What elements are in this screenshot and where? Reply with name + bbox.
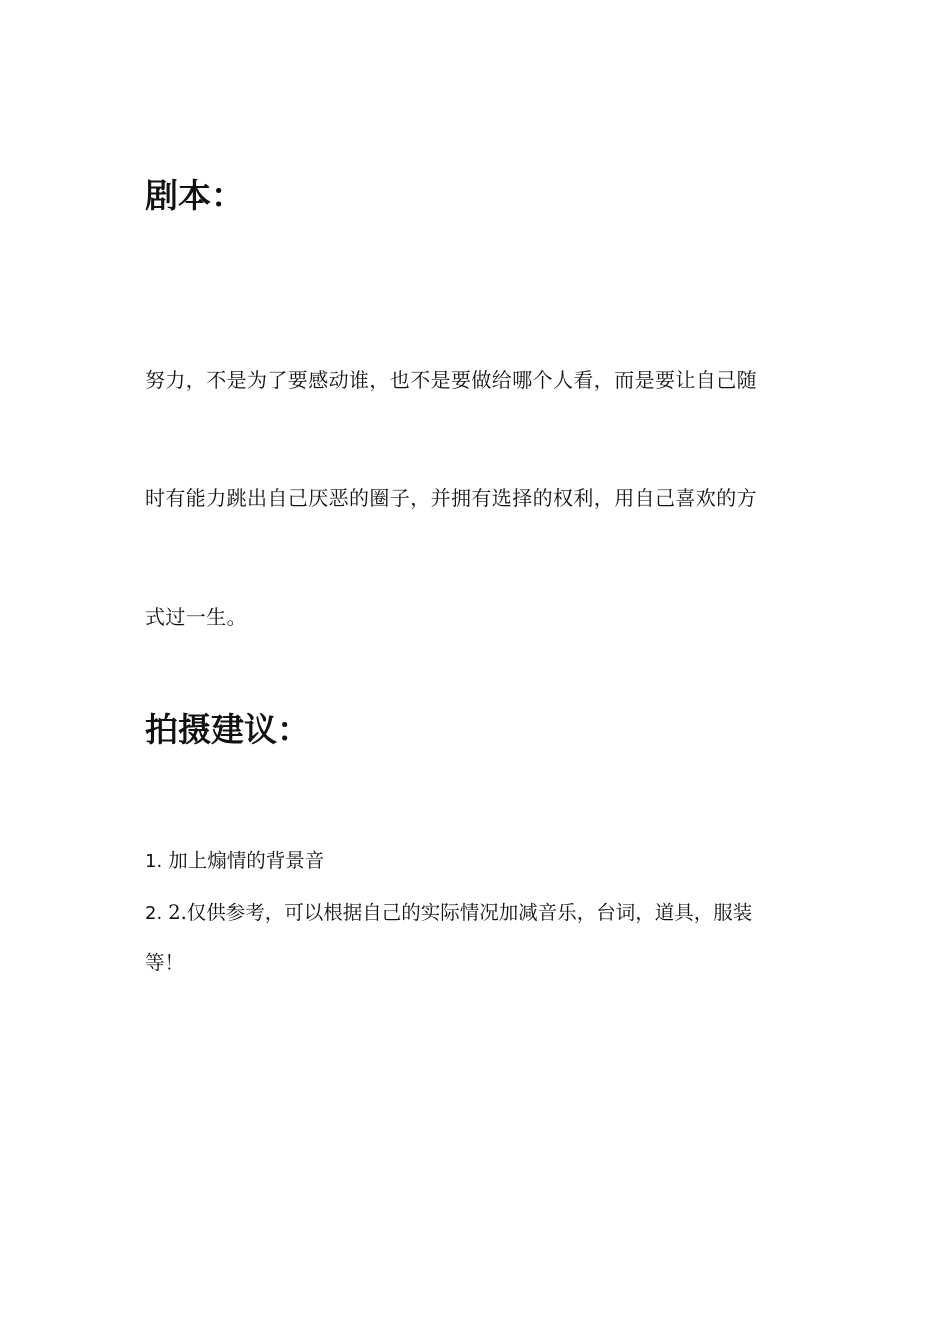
script-text-line: 努力，不是为了要感动谁，也不是要做给哪个人看，而是要让自己随 bbox=[145, 368, 757, 392]
list-item bbox=[145, 898, 825, 978]
shooting-tips-heading: 拍摄建议： bbox=[145, 710, 310, 749]
script-heading: 剧本： bbox=[145, 176, 244, 215]
script-text-line: 式过一生。 bbox=[145, 605, 247, 629]
list-item-text: 加上煽情的背景音 bbox=[168, 849, 325, 872]
list-item bbox=[145, 846, 825, 877]
shooting-tips-list bbox=[145, 846, 825, 999]
list-item-text-continuation: 等！ bbox=[145, 951, 185, 974]
list-item-number: 1. bbox=[145, 851, 163, 872]
list-item-number: 2. bbox=[145, 903, 163, 924]
script-text-line: 时有能力跳出自己厌恶的圈子，并拥有选择的权利，用自己喜欢的方 bbox=[145, 486, 757, 510]
list-item-text: 2.仅供参考，可以根据自己的实际情况加减音乐，台词，道具，服装 bbox=[168, 901, 753, 924]
